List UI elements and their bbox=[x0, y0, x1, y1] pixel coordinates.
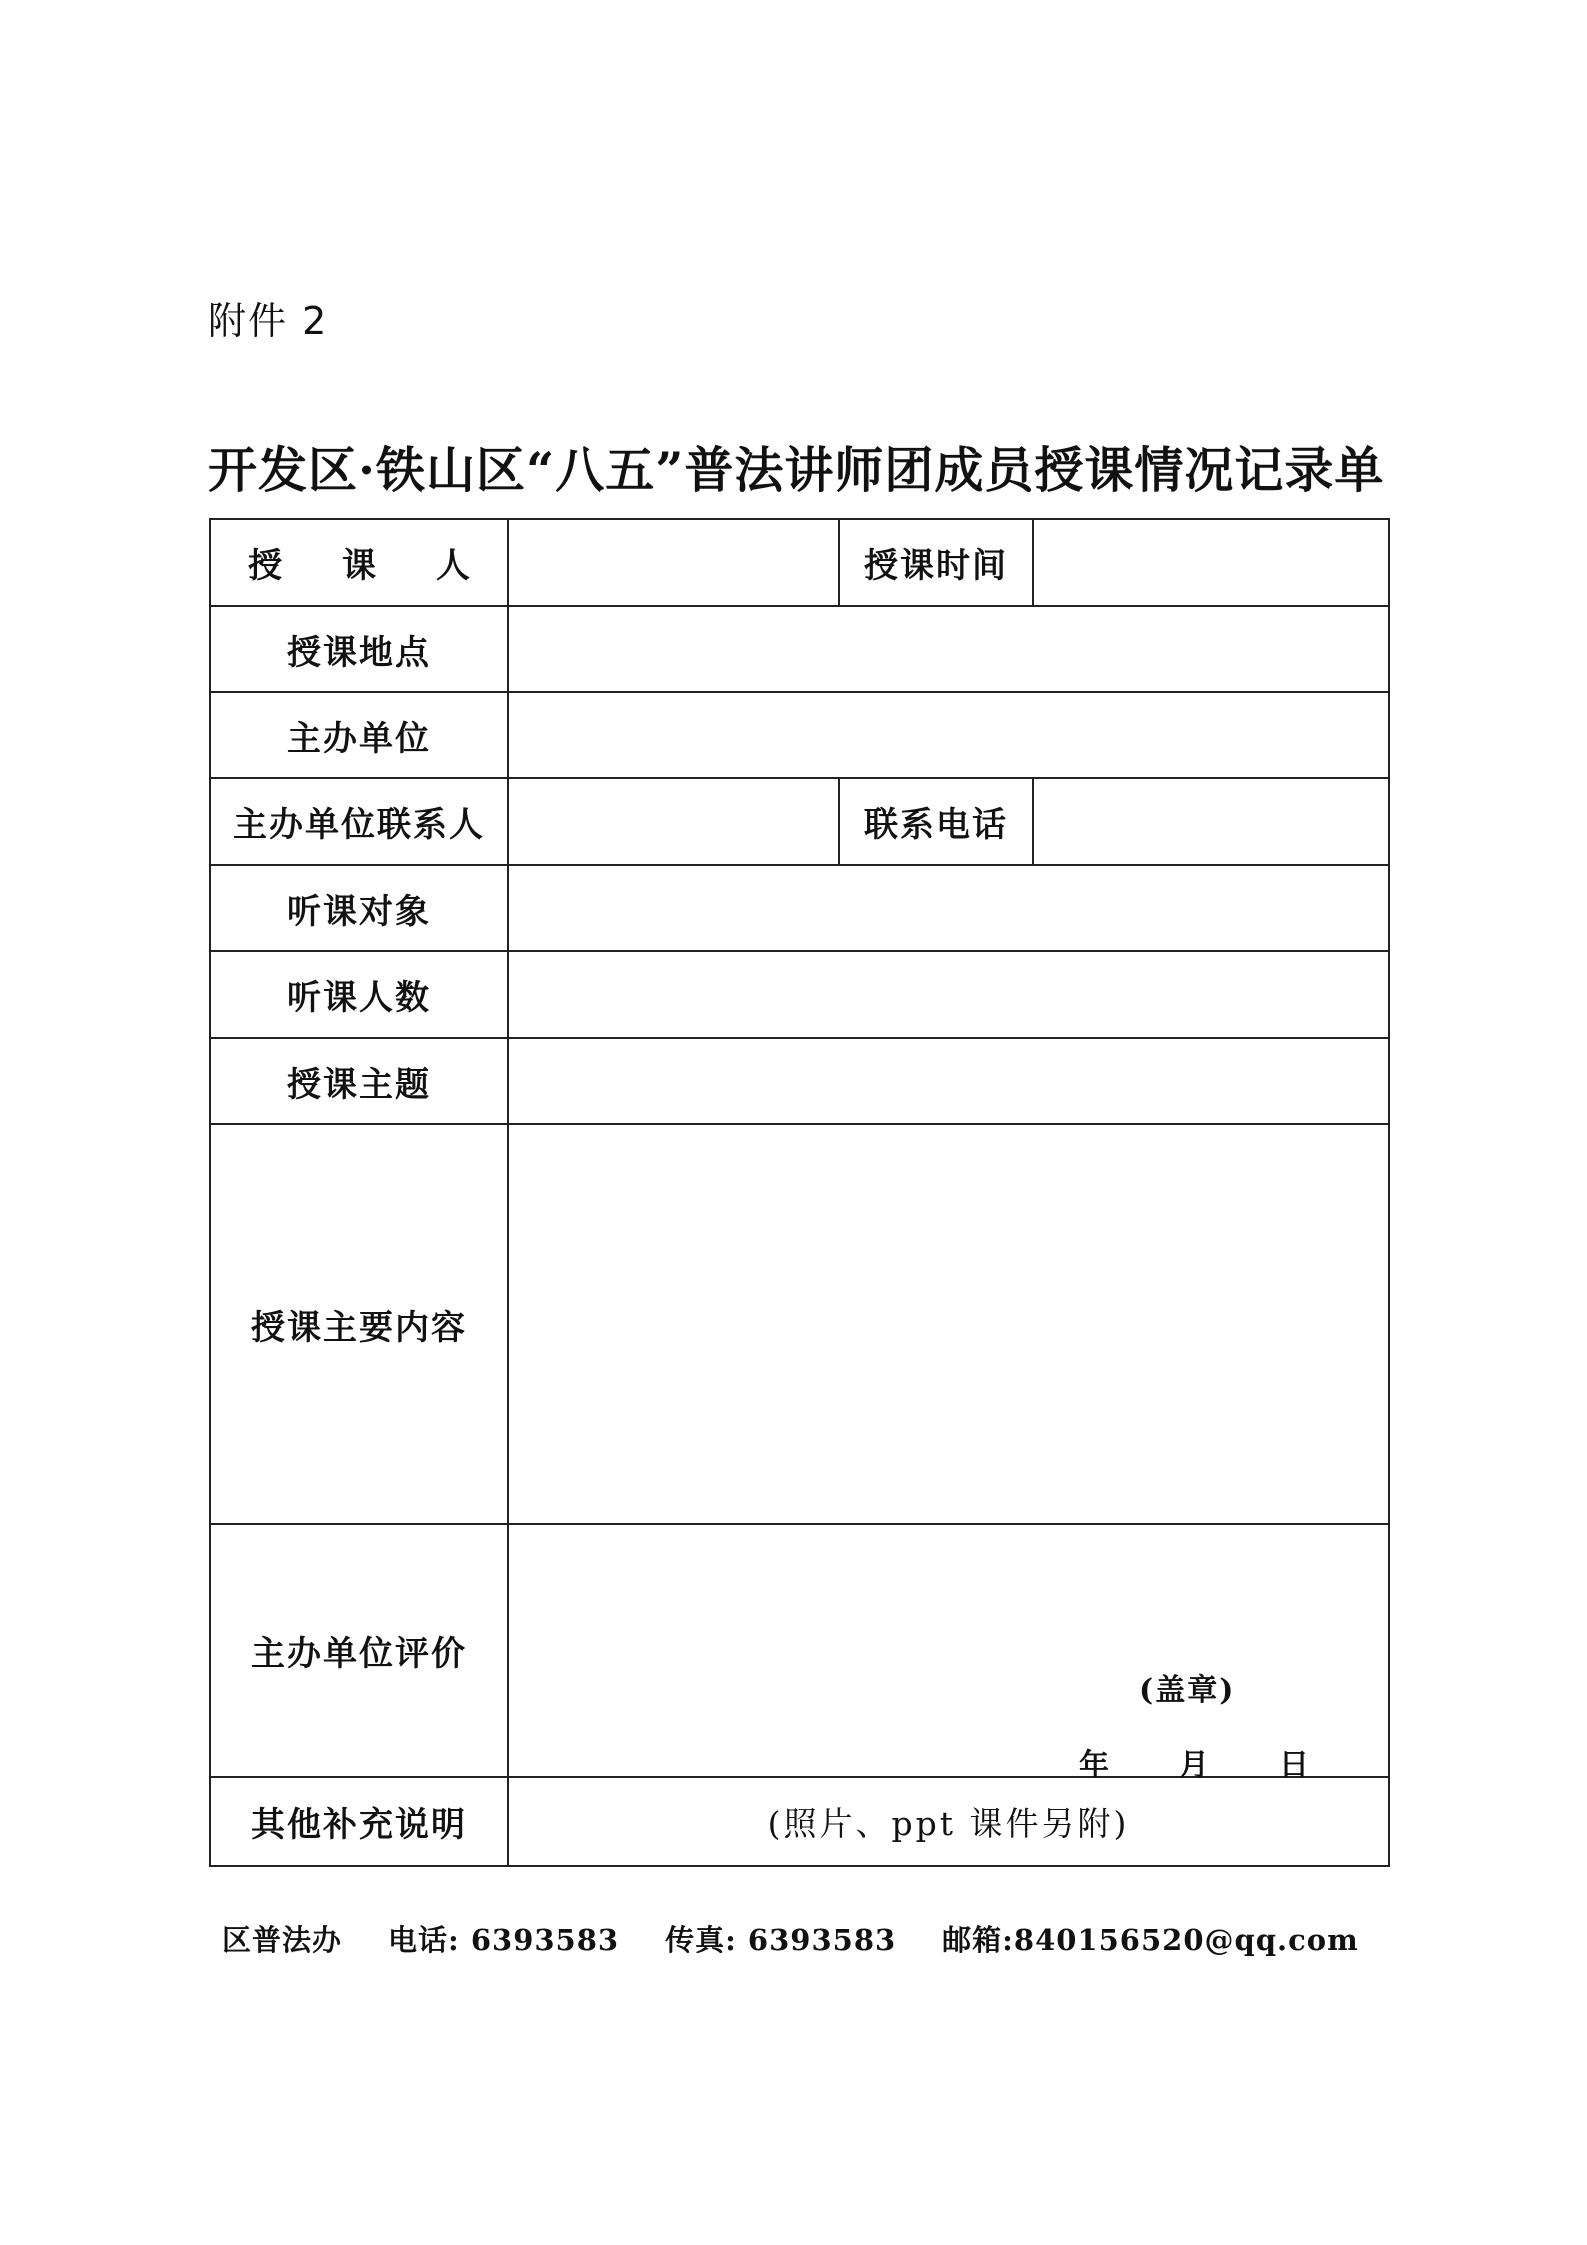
evaluation-label: 主办单位评价 bbox=[210, 1524, 508, 1777]
footer-email-label: 邮箱: bbox=[942, 1923, 1014, 1957]
contact-footer bbox=[222, 1918, 1359, 1959]
record-form-table bbox=[209, 518, 1390, 1867]
row-evaluation bbox=[210, 1524, 1389, 1777]
phone-field[interactable] bbox=[1033, 778, 1389, 865]
audience-field[interactable] bbox=[508, 865, 1389, 951]
audience-count-field[interactable] bbox=[508, 951, 1389, 1038]
row-location bbox=[210, 606, 1389, 692]
supplement-note: (照片、ppt 课件另附) bbox=[508, 1777, 1389, 1866]
organizer-contact-field[interactable] bbox=[508, 778, 839, 865]
lecture-time-field[interactable] bbox=[1033, 519, 1389, 606]
form-title: 开发区·铁山区“八五”普法讲师团成员授课情况记录单 bbox=[208, 441, 1385, 499]
topic-label: 授课主题 bbox=[210, 1038, 508, 1124]
row-topic bbox=[210, 1038, 1389, 1124]
location-field[interactable] bbox=[508, 606, 1389, 692]
row-lecturer bbox=[210, 519, 1389, 606]
phone-label: 联系电话 bbox=[839, 778, 1033, 865]
organizer-contact-label: 主办单位联系人 bbox=[210, 778, 508, 865]
attachment-label: 附件 2 bbox=[208, 299, 329, 343]
footer-fax: 6393583 bbox=[747, 1923, 897, 1957]
date-year-label: 年 bbox=[1079, 1748, 1109, 1783]
row-audience bbox=[210, 865, 1389, 951]
evaluation-field[interactable] bbox=[508, 1524, 1389, 1783]
topic-field[interactable] bbox=[508, 1038, 1389, 1124]
audience-count-label: 听课人数 bbox=[210, 951, 508, 1038]
row-content bbox=[210, 1124, 1389, 1524]
lecturer-field[interactable] bbox=[508, 519, 839, 606]
row-supplement bbox=[210, 1777, 1389, 1866]
audience-label: 听课对象 bbox=[210, 865, 508, 951]
footer-phone: 6393583 bbox=[470, 1923, 620, 1957]
organizer-field[interactable] bbox=[508, 692, 1389, 778]
content-label: 授课主要内容 bbox=[210, 1124, 508, 1524]
lecturer-label: 授 课 人 bbox=[210, 519, 508, 606]
footer-email: 840156520@qq.com bbox=[1013, 1923, 1359, 1957]
lecture-time-label: 授课时间 bbox=[839, 519, 1033, 606]
footer-fax-label: 传真: bbox=[665, 1923, 737, 1957]
row-organizer bbox=[210, 692, 1389, 778]
date-day-label: 日 bbox=[1279, 1748, 1309, 1783]
row-audience-count bbox=[210, 951, 1389, 1038]
supplement-label: 其他补充说明 bbox=[210, 1777, 508, 1866]
footer-phone-label: 电话: bbox=[388, 1923, 460, 1957]
content-field[interactable] bbox=[508, 1124, 1389, 1524]
organizer-label: 主办单位 bbox=[210, 692, 508, 778]
row-organizer-contact bbox=[210, 778, 1389, 865]
seal-label: (盖章) bbox=[1139, 1673, 1236, 1708]
date-line bbox=[1079, 1740, 1309, 1784]
date-month-label: 月 bbox=[1179, 1748, 1209, 1783]
footer-office: 区普法办 bbox=[222, 1923, 343, 1957]
location-label: 授课地点 bbox=[210, 606, 508, 692]
